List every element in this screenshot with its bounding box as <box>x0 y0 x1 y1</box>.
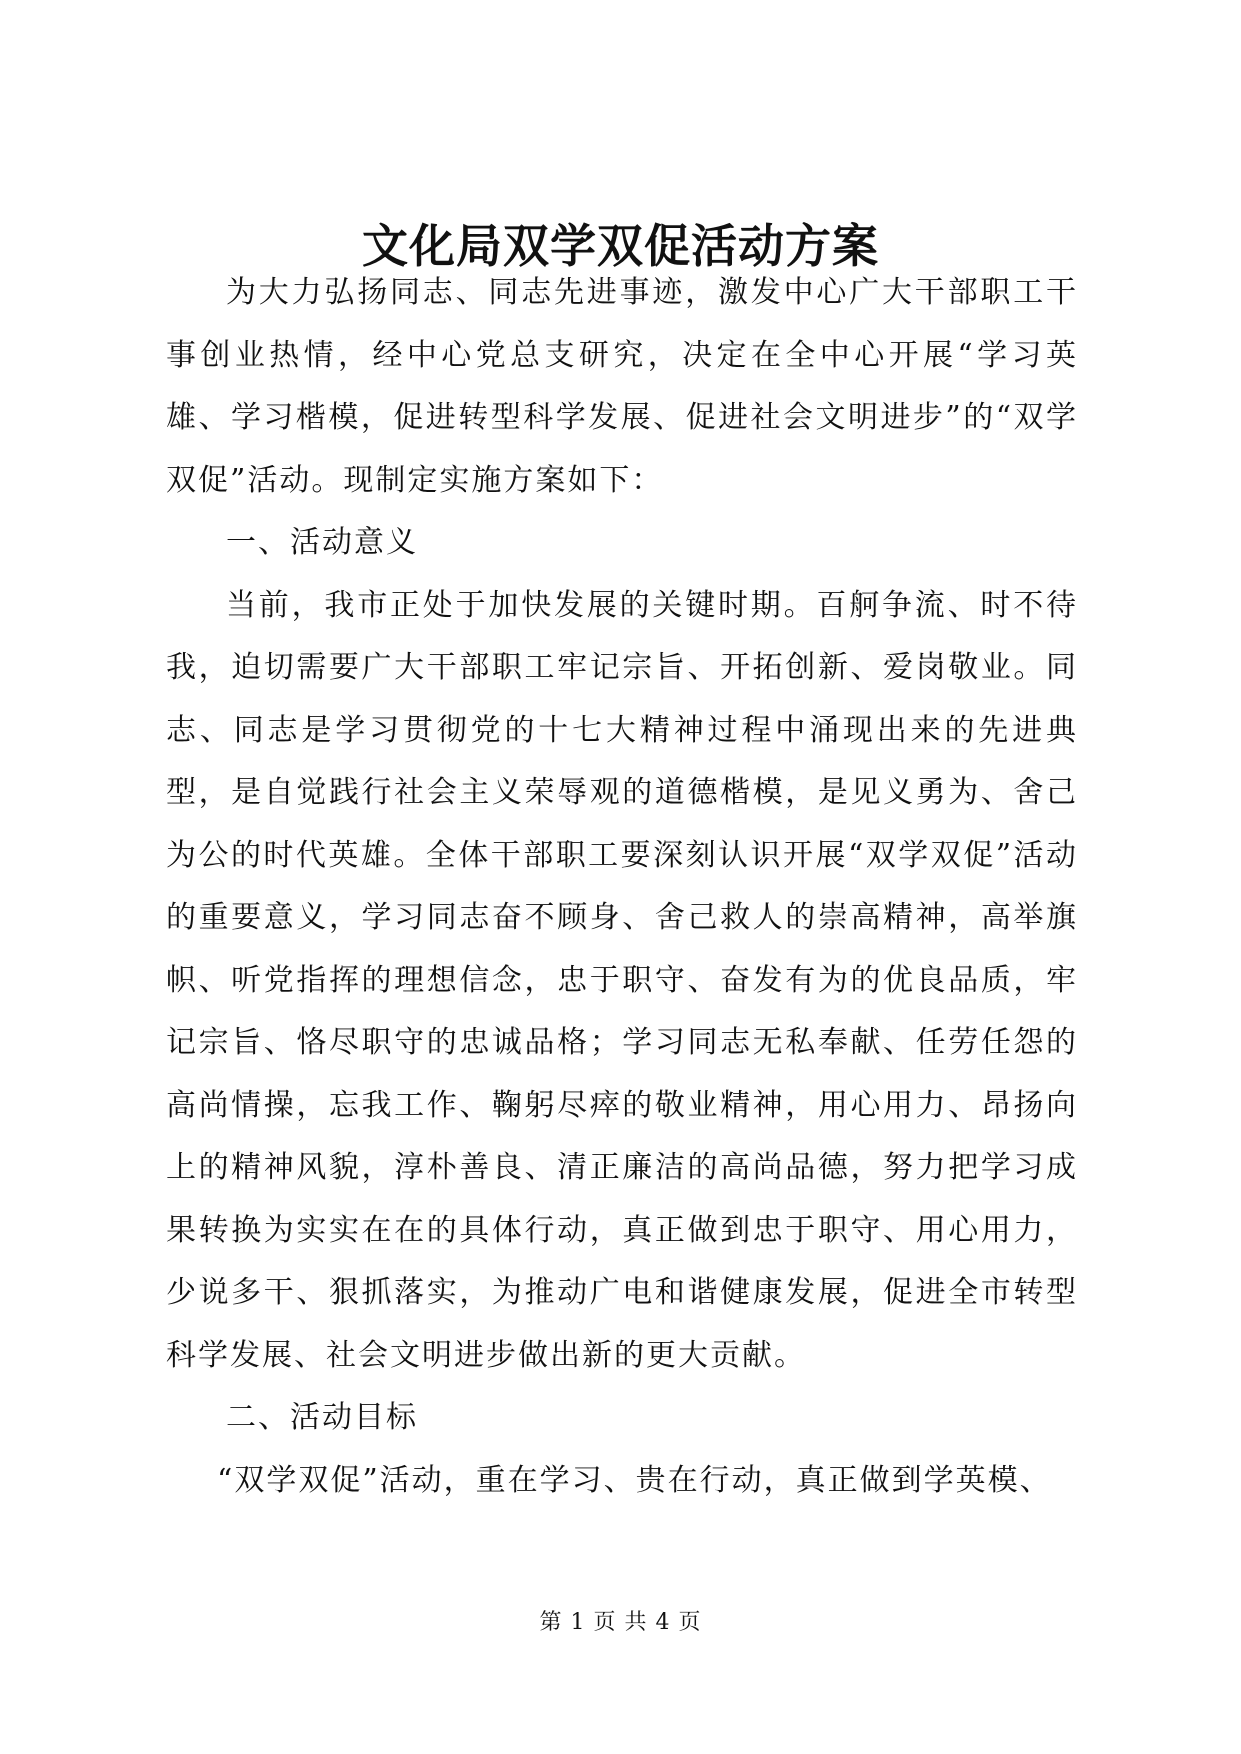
section-1-paragraph: 当前，我市正处于加快发展的关键时期。百舸争流、时不待我，迫切需要广大干部职工牢记宗旨、开拓创新、爱岗敬业。同志、同志是学习贯彻党的十七大精神过程中涌现出来的先进典型，是自觉践行社会主义荣辱观的道德楷模，是见义勇为、舍己为公的时代英雄。全体干部职工要深刻认识开展“双学双促”活动的重要意义，学习同志奋不顾身、舍己救人的崇高精神，高举旗帜、听党指挥的理想信念，忠于职守、奋发有为的优良品质，牢记宗旨、恪尽职守的忠诚品格；学习同志无私奉献、任劳任怨的高尚情操，忘我工作、鞠躬尽瘁的敬业精神，用心用力、昂扬向上的精神风貌，淳朴善良、清正廉洁的高尚品德，努力把学习成果转换为实实在在的具体行动，真正做到忠于职守、用心用力，少说多干、狠抓落实，为推动广电和谐健康发展，促进全市转型科学发展、社会文明进步做出新的更大贡献。 <box>166 587 1078 1373</box>
section-2-heading: 二、活动目标 <box>226 1400 418 1435</box>
document-title: 文化局双学双促活动方案 <box>362 219 879 273</box>
intro-paragraph: 为大力弘扬同志、同志先进事迹，激发中心广大干部职工干事创业热情，经中心党总支研究，决定在全中心开展“学习英雄、学习楷模，促进转型科学发展、促进社会文明进步”的“双学双促”活动。现制定实施方案如下： <box>166 275 1078 498</box>
section-2-paragraph: “双学双促”活动，重在学习、贵在行动，真正做到学英模、 <box>217 1462 1052 1498</box>
page-number-footer: 第 1 页 共 4 页 <box>539 1610 702 1635</box>
section-1-heading: 一、活动意义 <box>226 525 418 560</box>
document-body <box>166 262 1078 1512</box>
